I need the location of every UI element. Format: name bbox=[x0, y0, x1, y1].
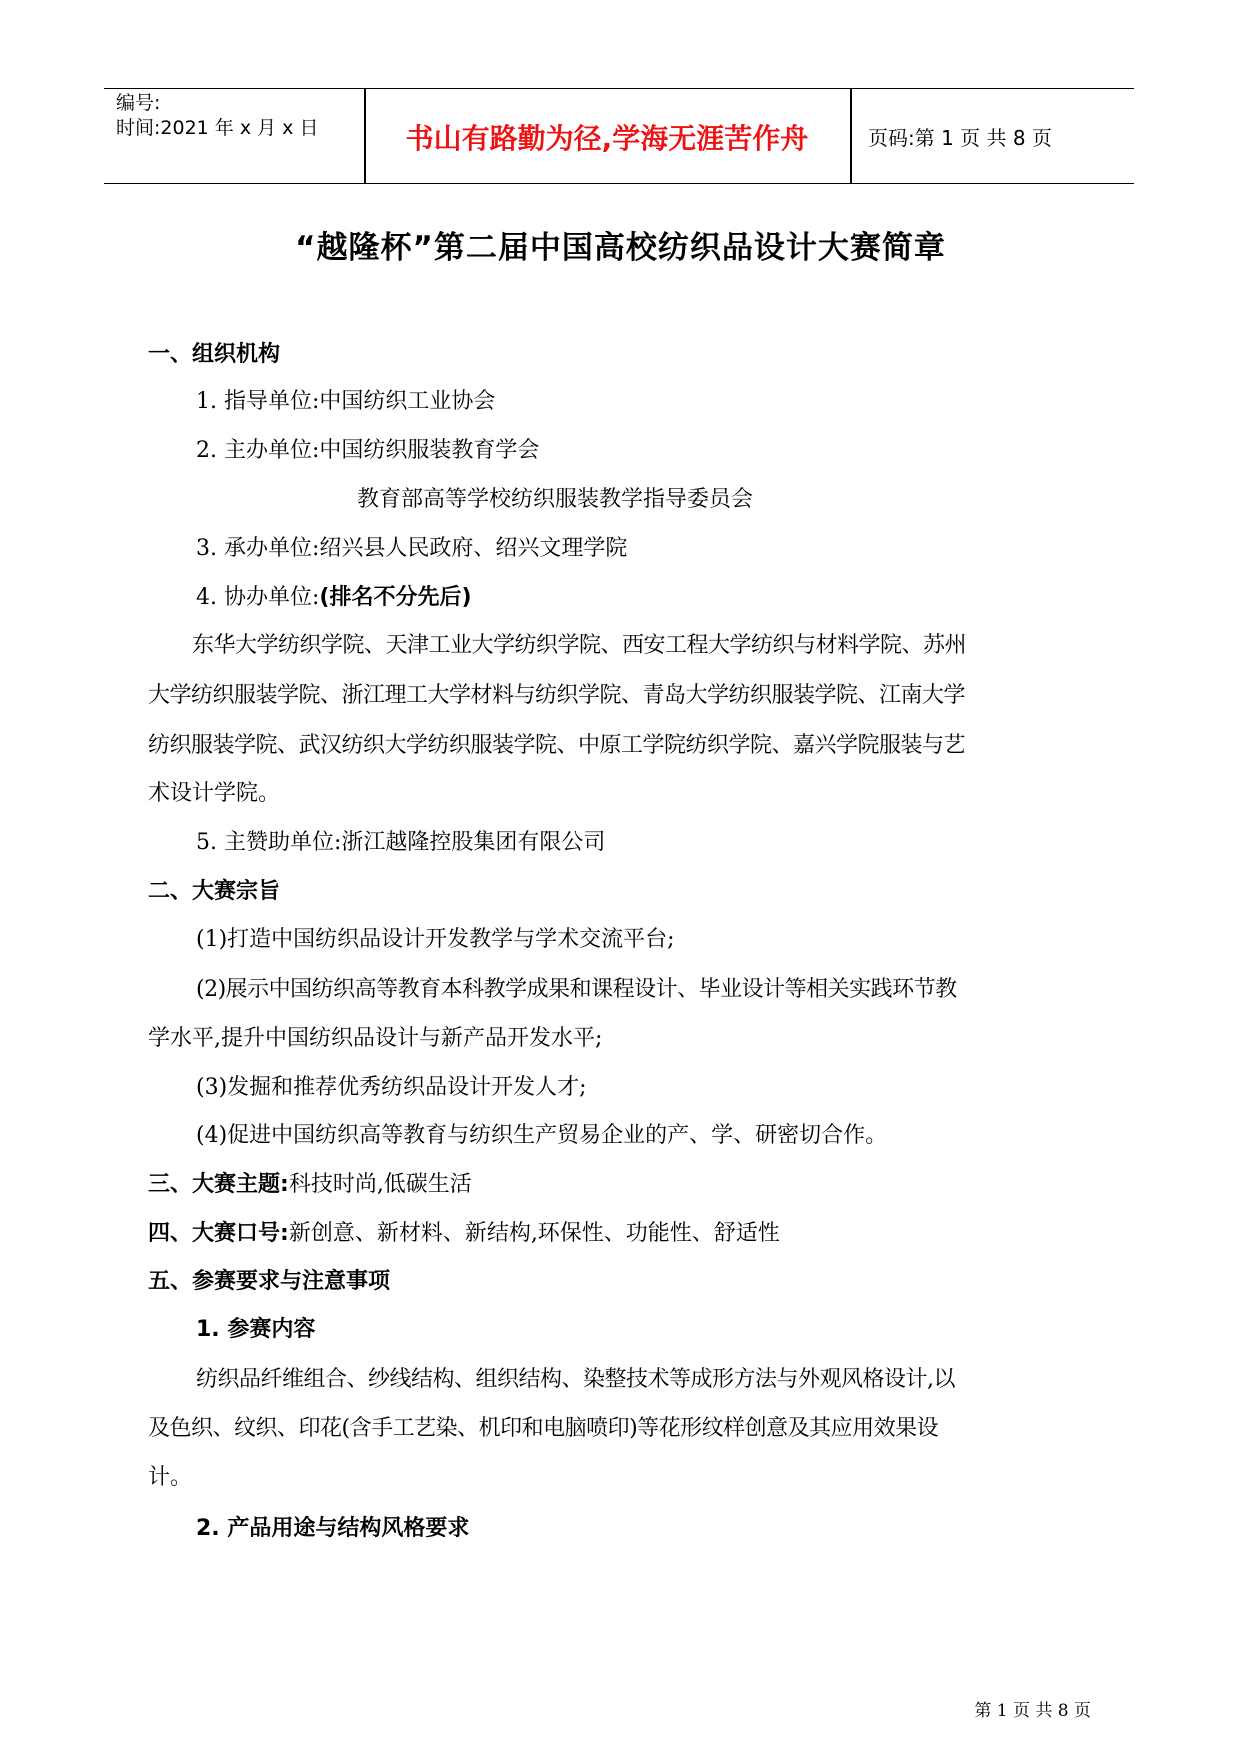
subsection-heading: 2. 产品用途与结构风格要求 bbox=[196, 1516, 470, 1541]
page-footer: 第 1 页 共 8 页 bbox=[974, 1701, 1091, 1721]
header-divider bbox=[850, 89, 852, 183]
list-item bbox=[196, 580, 472, 611]
list-item-continuation: 教育部高等学校纺织服装教学指导委员会 bbox=[357, 487, 754, 512]
section-line bbox=[148, 1167, 472, 1198]
serial-label: 编号: bbox=[116, 92, 161, 114]
paragraph-line: 计。 bbox=[148, 1465, 193, 1490]
section-heading: 二、大赛宗旨 bbox=[148, 879, 281, 904]
paragraph-line: (4)促进中国纺织高等教育与纺织生产贸易企业的产、学、研密切合作。 bbox=[196, 1123, 888, 1148]
section-heading: 三、大赛主题: bbox=[148, 1172, 289, 1197]
list-item: 5. 主赞助单位:浙江越隆控股集团有限公司 bbox=[196, 830, 606, 855]
ranking-note: (排名不分先后) bbox=[319, 585, 472, 610]
list-item-label: 4. 协办单位: bbox=[196, 585, 320, 610]
section-heading: 四、大赛口号: bbox=[148, 1221, 289, 1246]
paragraph-line: (1)打造中国纺织品设计开发教学与学术交流平台; bbox=[196, 927, 675, 952]
paragraph-line: 术设计学院。 bbox=[148, 781, 281, 806]
header-page-info: 页码:第 1 页 共 8 页 bbox=[868, 126, 1052, 150]
section-heading: 五、参赛要求与注意事项 bbox=[148, 1269, 391, 1294]
list-item: 3. 承办单位:绍兴县人民政府、绍兴文理学院 bbox=[196, 536, 628, 561]
list-item: 1. 指导单位:中国纺织工业协会 bbox=[196, 389, 496, 414]
paragraph-line: 纺织品纤维组合、纱线结构、组织结构、染整技术等成形方法与外观风格设计,以 bbox=[196, 1367, 955, 1392]
document-title: “越隆杯”第二届中国高校纺织品设计大赛简章 bbox=[295, 230, 946, 266]
header-table bbox=[104, 88, 1134, 184]
section-line bbox=[148, 1216, 780, 1247]
date-line: 时间:2021 年 x 月 x 日 bbox=[116, 117, 319, 139]
paragraph-line: 东华大学纺织学院、天津工业大学纺织学院、西安工程大学纺织与材料学院、苏州 bbox=[192, 633, 967, 658]
header-meta bbox=[116, 91, 356, 141]
paragraph-line: (3)发掘和推荐优秀纺织品设计开发人才; bbox=[196, 1075, 587, 1100]
paragraph-line: 大学纺织服装学院、浙江理工大学材料与纺织学院、青岛大学纺织服装学院、江南大学 bbox=[148, 683, 966, 708]
paragraph-line: 学水平,提升中国纺织品设计与新产品开发水平; bbox=[148, 1026, 603, 1051]
paragraph-line: 及色织、纹织、印花(含手工艺染、机印和电脑喷印)等花形纹样创意及其应用效果设 bbox=[148, 1416, 939, 1441]
subsection-heading: 1. 参赛内容 bbox=[196, 1317, 316, 1342]
section-text: 新创意、新材料、新结构,环保性、功能性、舒适性 bbox=[288, 1221, 780, 1246]
list-item: 2. 主办单位:中国纺织服装教育学会 bbox=[196, 438, 540, 463]
header-motto: 书山有路勤为径,学海无涯苦作舟 bbox=[405, 122, 809, 155]
section-heading: 一、组织机构 bbox=[148, 342, 281, 367]
paragraph-line: (2)展示中国纺织高等教育本科教学成果和课程设计、毕业设计等相关实践环节教 bbox=[196, 977, 957, 1002]
paragraph-line: 纺织服装学院、武汉纺织大学纺织服装学院、中原工学院纺织学院、嘉兴学院服装与艺 bbox=[148, 733, 966, 758]
section-text: 科技时尚,低碳生活 bbox=[288, 1172, 472, 1197]
